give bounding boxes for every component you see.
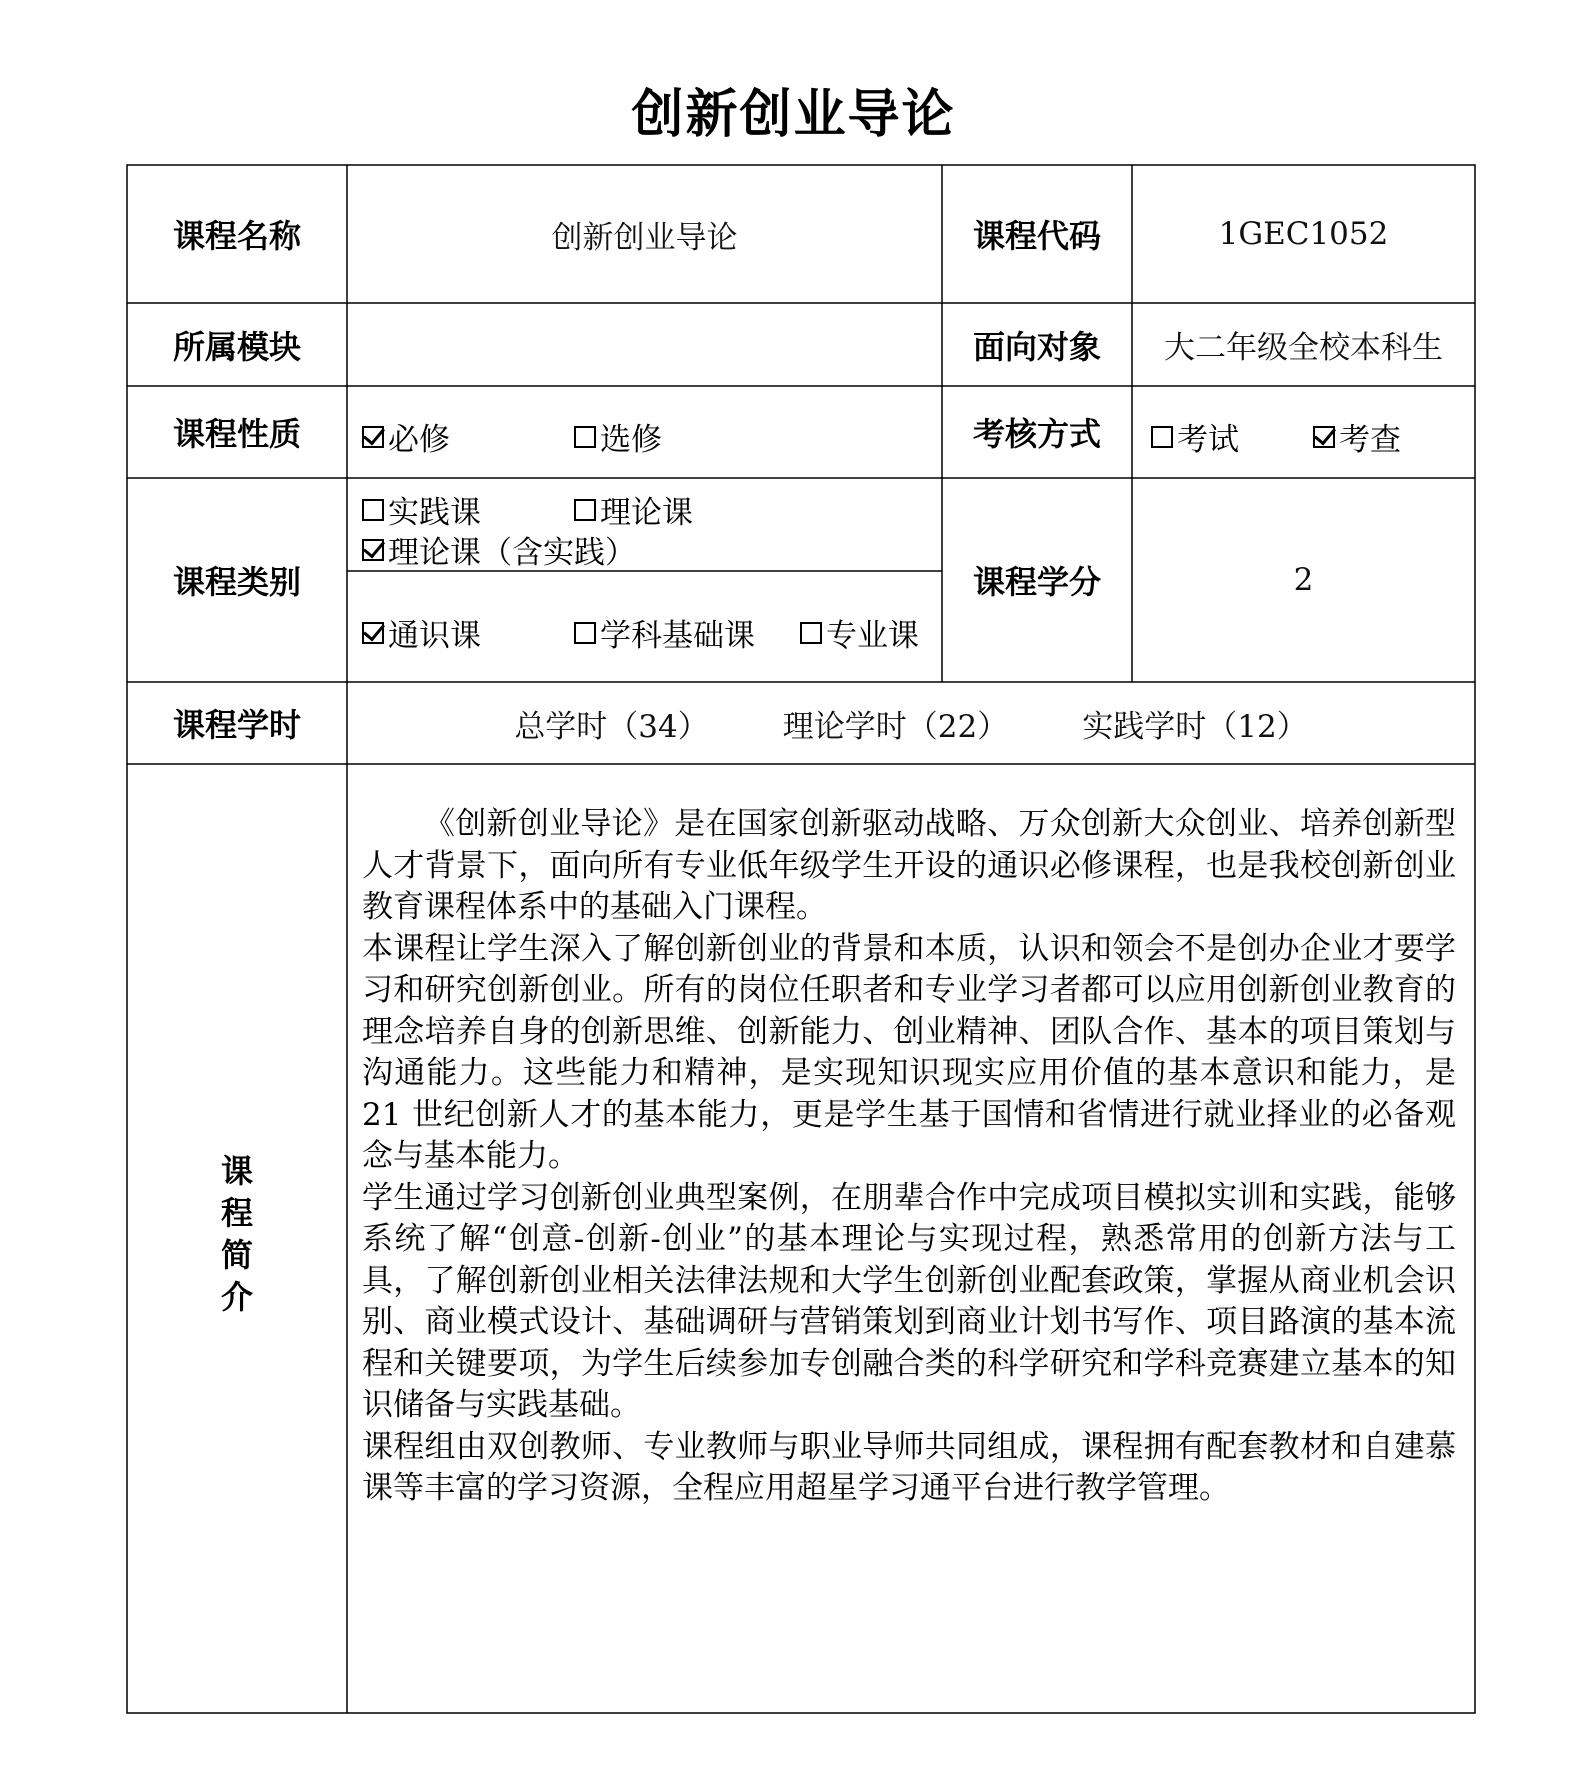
category-option-general[interactable] xyxy=(362,610,481,655)
assessment-label: 考核方式 xyxy=(972,415,1101,453)
intro-paragraph: 学生通过学习创新创业典型案例，在朋辈合作中完成项目模拟实训和实践，能够系统了解“创意-创新-创业”的基本理论与实现过程，熟悉常用的创新方法与工具，了解创新创业相关法律法规和大学生创新创业配套政策，掌握从商业机会识别、商业模式设计、基础调研与营销策划到商业计划书写作、项目路演的基本流程和关键要项，为学生后续参加专创融合类的科学研究和学科竞赛建立基本的知识储备与实践基础。 xyxy=(362,1179,1456,1423)
hours-total: 总学时（34） xyxy=(514,708,709,745)
module-label: 所属模块 xyxy=(172,327,301,366)
checked-box-icon xyxy=(362,426,384,448)
option-label: 考试 xyxy=(1177,422,1239,458)
checkbox-icon xyxy=(574,622,596,644)
checked-box-icon xyxy=(362,622,384,644)
credit-value: 2 xyxy=(1293,562,1314,598)
checkbox-icon xyxy=(1151,426,1173,448)
assessment-option-review[interactable] xyxy=(1313,414,1401,459)
checkbox-icon xyxy=(574,426,596,448)
option-label: 理论课 xyxy=(600,495,693,531)
checked-box-icon xyxy=(1313,426,1335,448)
hours-label: 课程学时 xyxy=(172,706,301,744)
audience-label: 面向对象 xyxy=(972,327,1101,366)
option-label: 专业课 xyxy=(826,618,919,654)
option-label: 理论课（含实践） xyxy=(388,535,636,571)
category-label: 课程类别 xyxy=(172,563,301,601)
category-option-major[interactable] xyxy=(800,610,919,655)
intro-label-char: 简 xyxy=(220,1236,253,1274)
nature-label: 课程性质 xyxy=(172,415,301,453)
audience-value: 大二年级全校本科生 xyxy=(1164,330,1443,366)
intro-label-char: 程 xyxy=(220,1194,253,1232)
option-label: 必修 xyxy=(388,422,450,458)
intro-label-char: 介 xyxy=(220,1278,253,1316)
course-code-value: 1GEC1052 xyxy=(1218,216,1389,252)
credit-label: 课程学分 xyxy=(972,563,1101,601)
course-name-label: 课程名称 xyxy=(172,217,301,255)
checkbox-icon xyxy=(362,499,384,521)
intro-label-char: 课 xyxy=(220,1152,253,1190)
course-code-label: 课程代码 xyxy=(972,217,1101,255)
nature-option-required[interactable] xyxy=(362,414,450,459)
intro-paragraph: 课程组由双创教师、专业教师与职业导师共同组成，课程拥有配套教材和自建慕课等丰富的学习资源，全程应用超星学习通平台进行教学管理。 xyxy=(362,1428,1456,1506)
checked-box-icon xyxy=(362,539,384,561)
intro-paragraph: 本课程让学生深入了解创新创业的背景和本质，认识和领会不是创办企业才要学习和研究创新创业。所有的岗位任职者和专业学习者都可以应用创新创业教育的理念培养自身的创新思维、创新能力、创业精神、团队合作、基本的项目策划与沟通能力。这些能力和精神，是实现知识现实应用价值的基本意识和能力，是 21 世纪创新人才的基本能力，更是学生基于国情和省情进行就业择业的必备观念与基本能力。 xyxy=(362,930,1456,1174)
hours-theory: 理论学时（22） xyxy=(782,708,1009,745)
option-label: 实践课 xyxy=(388,495,481,531)
option-label: 通识课 xyxy=(388,618,481,654)
hours-values xyxy=(347,682,1475,764)
course-name-value: 创新创业导论 xyxy=(551,219,738,256)
checkbox-icon xyxy=(574,499,596,521)
module-value xyxy=(347,303,942,386)
hours-practice: 实践学时（12） xyxy=(1082,708,1308,745)
assessment-option-exam[interactable] xyxy=(1151,414,1239,459)
nature-option-elective[interactable] xyxy=(574,414,662,459)
course-intro xyxy=(362,804,1456,1510)
option-label: 学科基础课 xyxy=(600,618,755,654)
checkbox-icon xyxy=(800,622,822,644)
category-option-foundation[interactable] xyxy=(574,610,755,655)
intro-paragraph: 《创新创业导论》是在国家创新驱动战略、万众创新大众创业、培养创新型人才背景下，面向所有专业低年级学生开设的通识必修课程，也是我校创新创业教育课程体系中的基础入门课程。 xyxy=(362,806,1456,925)
category-option-practice[interactable] xyxy=(362,487,481,532)
option-label: 选修 xyxy=(600,422,662,458)
category-option-theory-practice[interactable] xyxy=(362,527,636,572)
document-title: 创新创业导论 xyxy=(631,85,956,145)
option-label: 考查 xyxy=(1339,422,1401,458)
intro-label xyxy=(127,1150,347,1318)
category-option-theory[interactable] xyxy=(574,487,693,532)
